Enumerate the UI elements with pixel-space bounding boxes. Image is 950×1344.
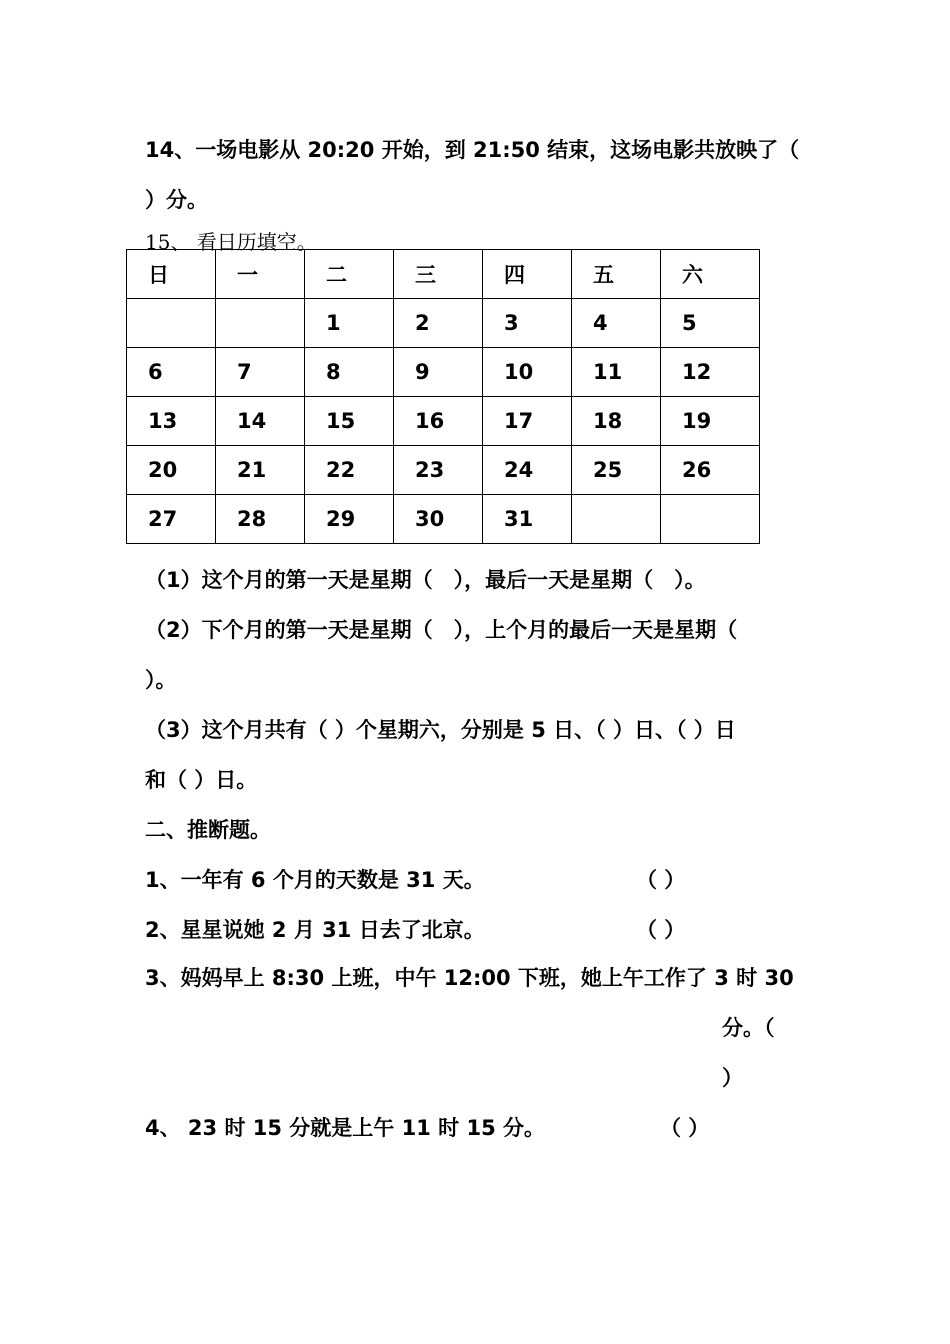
calendar-day-cell: 20 [127,446,216,495]
judge-item-4: 4、 23 时 15 分就是上午 11 时 15 分。 [145,1116,545,1140]
calendar-day-cell: 26 [661,446,760,495]
calendar-day-cell: 23 [394,446,483,495]
calendar-day-cell: 28 [216,495,305,544]
calendar-day-cell: 14 [216,397,305,446]
q14-line1: 14、一场电影从 20:20 开始，到 21:50 结束，这场电影共放映了（ [145,138,800,162]
calendar-week-row [127,446,760,495]
calendar-day-cell: 5 [661,299,760,348]
calendar-day-cell: 16 [394,397,483,446]
calendar-day-cell: 2 [394,299,483,348]
answer-paren-4: （ ） [660,1116,710,1140]
calendar-day-cell [572,495,661,544]
calendar-header-cell: 六 [661,250,760,299]
calendar-day-cell: 10 [483,348,572,397]
calendar-day-cell: 11 [572,348,661,397]
answer-paren-2: （ ） [636,918,686,942]
calendar-day-cell: 27 [127,495,216,544]
answer-paren-3-close: ） [722,1066,743,1090]
calendar-day-cell: 9 [394,348,483,397]
calendar-day-cell: 1 [305,299,394,348]
calendar-header-cell: 一 [216,250,305,299]
calendar-day-cell: 7 [216,348,305,397]
calendar-day-cell: 19 [661,397,760,446]
calendar-day-cell: 29 [305,495,394,544]
q15-sub3-line2: 和（ ）日。 [145,768,258,792]
calendar-day-cell: 25 [572,446,661,495]
calendar-day-cell: 30 [394,495,483,544]
q15-sub1: （1）这个月的第一天是星期（ ），最后一天是星期（ ）。 [145,568,706,592]
calendar-day-cell [127,299,216,348]
q14-line2: ）分。 [145,188,208,212]
section-title: 二、推断题。 [145,818,271,842]
calendar-day-cell: 24 [483,446,572,495]
q15-sub2-line1: （2）下个月的第一天是星期（ ），上个月的最后一天是星期（ [145,618,738,642]
q15-title: 15、 看日历填空。 [145,230,317,254]
calendar-day-cell: 17 [483,397,572,446]
calendar-day-cell: 4 [572,299,661,348]
calendar-week-row [127,348,760,397]
calendar-day-cell: 3 [483,299,572,348]
calendar-day-cell: 21 [216,446,305,495]
q15-sub2-line2: ）。 [145,668,177,692]
calendar-header-cell: 三 [394,250,483,299]
calendar-day-cell: 15 [305,397,394,446]
calendar-week-row [127,397,760,446]
calendar-day-cell: 18 [572,397,661,446]
calendar-week-row [127,495,760,544]
calendar-day-cell: 8 [305,348,394,397]
calendar-header-cell: 日 [127,250,216,299]
calendar-header-cell: 二 [305,250,394,299]
calendar-header-cell: 五 [572,250,661,299]
calendar-week-row [127,299,760,348]
calendar-header-cell: 四 [483,250,572,299]
calendar-header-row [127,250,760,299]
calendar-day-cell: 12 [661,348,760,397]
calendar-day-cell: 6 [127,348,216,397]
judge-item-3: 3、妈妈早上 8:30 上班，中午 12:00 下班，她上午工作了 3 时 30 [145,966,794,990]
calendar-table [126,249,760,544]
calendar-day-cell: 22 [305,446,394,495]
calendar-day-cell [216,299,305,348]
calendar-day-cell: 31 [483,495,572,544]
answer-paren-1: （ ） [636,868,686,892]
calendar-day-cell: 13 [127,397,216,446]
judge-item-3-cont: 分。（ [722,1016,775,1040]
judge-item-2: 2、星星说她 2 月 31 日去了北京。 [145,918,485,942]
q15-sub3-line1: （3）这个月共有（ ）个星期六，分别是 5 日、（ ）日、（ ）日 [145,718,736,742]
calendar-day-cell [661,495,760,544]
judge-item-1: 1、一年有 6 个月的天数是 31 天。 [145,868,485,892]
